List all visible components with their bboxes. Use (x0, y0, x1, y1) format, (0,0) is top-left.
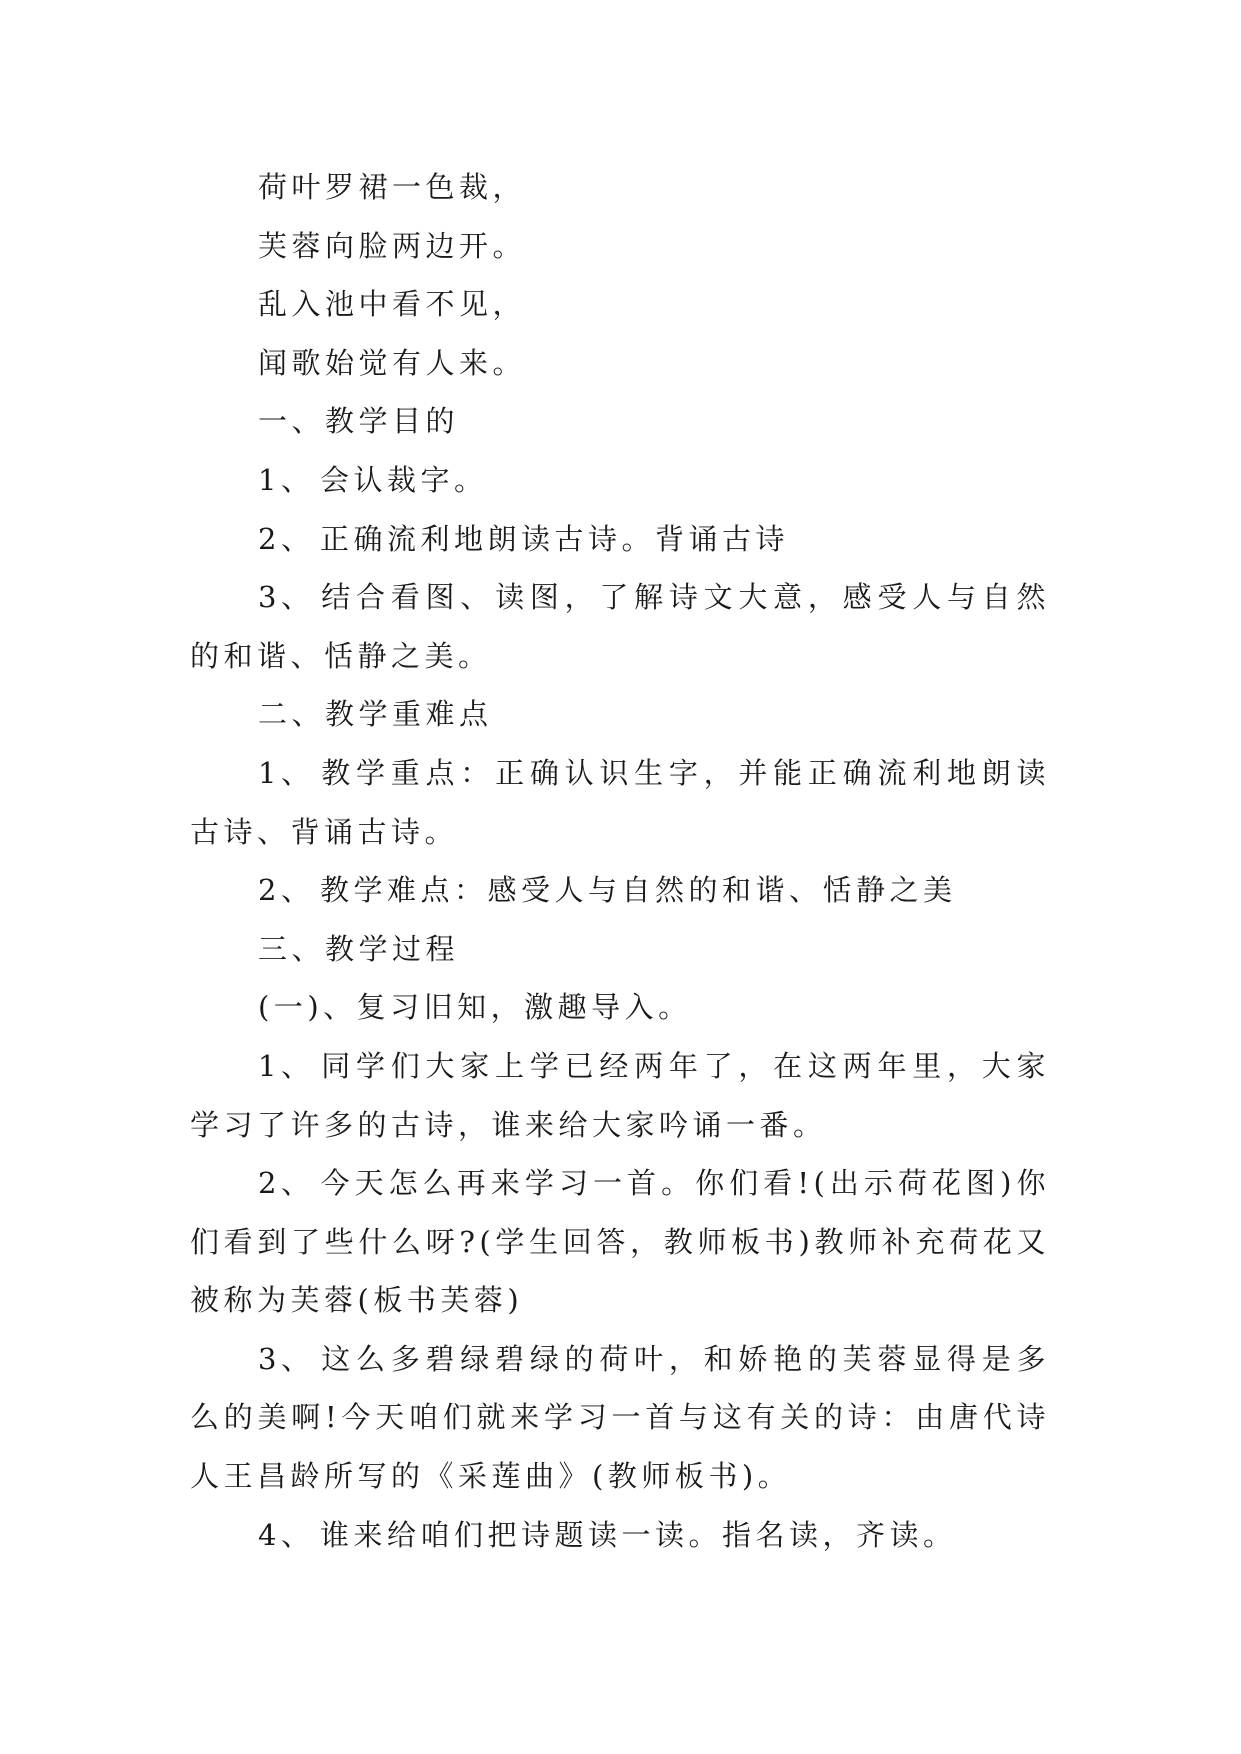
process-item-4 (190, 1506, 1050, 1565)
item-text: 教学难点：感受人与自然的和谐、恬静之美 (320, 873, 957, 908)
objective-item-2 (190, 510, 1050, 569)
item-number: 4、 (258, 1517, 315, 1552)
item-text: 会认裁字。 (320, 462, 488, 497)
section-heading-key-points: 二、教学重难点 (258, 697, 493, 732)
item-text: 同学们大家上学已经两年了，在这两年里，大家学习了许多的古诗，谁来给大家吟诵一番。 (190, 1048, 1050, 1142)
poem-line-4: 闻歌始觉有人来。 (258, 345, 527, 380)
key-point-item-1 (190, 744, 1050, 861)
item-number: 1、 (258, 1048, 315, 1083)
process-item-3 (190, 1330, 1050, 1506)
item-number: 3、 (258, 580, 315, 615)
section-heading-process: 三、教学过程 (258, 931, 460, 966)
key-point-item-2 (190, 861, 1050, 920)
item-text: 谁来给咱们把诗题读一读。指名读，齐读。 (320, 1517, 957, 1552)
item-number: 1、 (258, 755, 315, 790)
objective-item-1 (190, 451, 1050, 510)
process-item-1 (190, 1037, 1050, 1154)
process-item-2 (190, 1154, 1050, 1330)
item-number: 2、 (258, 1166, 315, 1201)
poem-line-1: 荷叶罗裙一色裁， (258, 170, 527, 204)
section-heading-objectives: 一、教学目的 (258, 404, 460, 439)
item-text: 正确流利地朗读古诗。背诵古诗 (320, 521, 790, 556)
item-text: 这么多碧绿碧绿的荷叶，和娇艳的芙蓉显得是多么的美啊!今天咱们就来学习一首与这有关的诗：由唐代诗人王昌龄所写的《采莲曲》(教师板书)。 (190, 1341, 1050, 1494)
item-number: 1、 (258, 462, 315, 497)
item-text: 今天怎么再来学习一首。你们看!(出示荷花图)你们看到了些什么呀?(学生回答，教师板书)教师补充荷花又被称为芙蓉(板书芙蓉) (190, 1166, 1050, 1318)
item-number: 2、 (258, 521, 315, 556)
document-body (190, 158, 1050, 1564)
item-text: 结合看图、读图，了解诗文大意，感受人与自然的和谐、恬静之美。 (190, 580, 1050, 673)
item-text: 教学重点：正确认识生字，并能正确流利地朗读古诗、背诵古诗。 (190, 755, 1050, 849)
poem-line-2: 芙蓉向脸两边开。 (258, 228, 527, 263)
item-number: 2、 (258, 873, 315, 908)
item-number: 3、 (258, 1341, 315, 1376)
poem-line-3: 乱入池中看不见， (258, 287, 527, 322)
objective-item-3 (190, 568, 1050, 685)
process-subheading: (一)、复习旧知，激趣导入。 (258, 990, 692, 1025)
